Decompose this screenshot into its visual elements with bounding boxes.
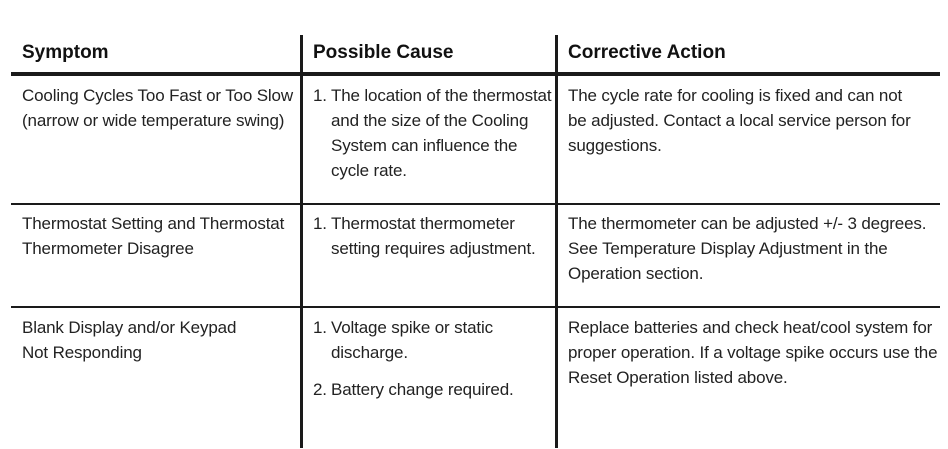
row-divider-1 bbox=[11, 203, 940, 205]
header-rule bbox=[11, 72, 940, 76]
row-1-cause bbox=[313, 83, 551, 183]
cause-line: and the size of the Cooling bbox=[331, 111, 529, 130]
cause-line: Battery change required. bbox=[331, 380, 514, 399]
action-line: See Temperature Display Adjustment in the bbox=[568, 239, 888, 258]
row-3-symptom bbox=[22, 315, 236, 365]
symptom-line: Cooling Cycles Too Fast or Too Slow bbox=[22, 86, 293, 105]
action-line: Replace batteries and check heat/cool system for bbox=[568, 318, 933, 337]
symptom-line: Thermostat Setting and Thermostat bbox=[22, 214, 285, 233]
row-3-action bbox=[568, 315, 937, 390]
action-line: Operation section. bbox=[568, 264, 704, 283]
cause-line: discharge. bbox=[331, 343, 408, 362]
header-corrective-action: Corrective Action bbox=[568, 42, 726, 63]
header-possible-cause: Possible Cause bbox=[313, 42, 454, 63]
cause-line: Thermostat thermometer bbox=[331, 214, 515, 233]
cause-line: The location of the thermostat bbox=[331, 86, 552, 105]
row-2-action bbox=[568, 211, 926, 286]
cause-number: 1. bbox=[313, 318, 327, 337]
cause-item bbox=[313, 211, 536, 261]
symptom-line: (narrow or wide temperature swing) bbox=[22, 111, 285, 130]
action-line: be adjusted. Contact a local service person for bbox=[568, 111, 911, 130]
cause-line: Voltage spike or static bbox=[331, 318, 493, 337]
cause-item bbox=[313, 377, 514, 402]
action-line: proper operation. If a voltage spike occurs use the bbox=[568, 343, 938, 362]
row-2-symptom bbox=[22, 211, 284, 261]
cause-line: setting requires adjustment. bbox=[331, 239, 536, 258]
action-line: suggestions. bbox=[568, 136, 662, 155]
cause-line: System can influence the bbox=[331, 136, 518, 155]
header-symptom: Symptom bbox=[22, 42, 109, 63]
row-divider-2 bbox=[11, 306, 940, 308]
cause-item bbox=[313, 315, 514, 365]
symptom-line: Thermometer Disagree bbox=[22, 239, 194, 258]
cause-number: 1. bbox=[313, 86, 327, 105]
row-1-symptom bbox=[22, 83, 293, 133]
row-1-action bbox=[568, 83, 911, 158]
symptom-line: Not Responding bbox=[22, 343, 142, 362]
action-line: The thermometer can be adjusted +/- 3 degrees. bbox=[568, 214, 927, 233]
cause-number: 2. bbox=[313, 380, 327, 399]
action-line: Reset Operation listed above. bbox=[568, 368, 788, 387]
column-divider-2 bbox=[555, 35, 558, 448]
column-divider-1 bbox=[300, 35, 303, 448]
symptom-line: Blank Display and/or Keypad bbox=[22, 318, 237, 337]
row-2-cause bbox=[313, 211, 536, 261]
row-3-cause bbox=[313, 315, 514, 402]
action-line: The cycle rate for cooling is fixed and can not bbox=[568, 86, 903, 105]
cause-line: cycle rate. bbox=[331, 161, 407, 180]
cause-number: 1. bbox=[313, 214, 327, 233]
cause-item bbox=[313, 83, 551, 183]
